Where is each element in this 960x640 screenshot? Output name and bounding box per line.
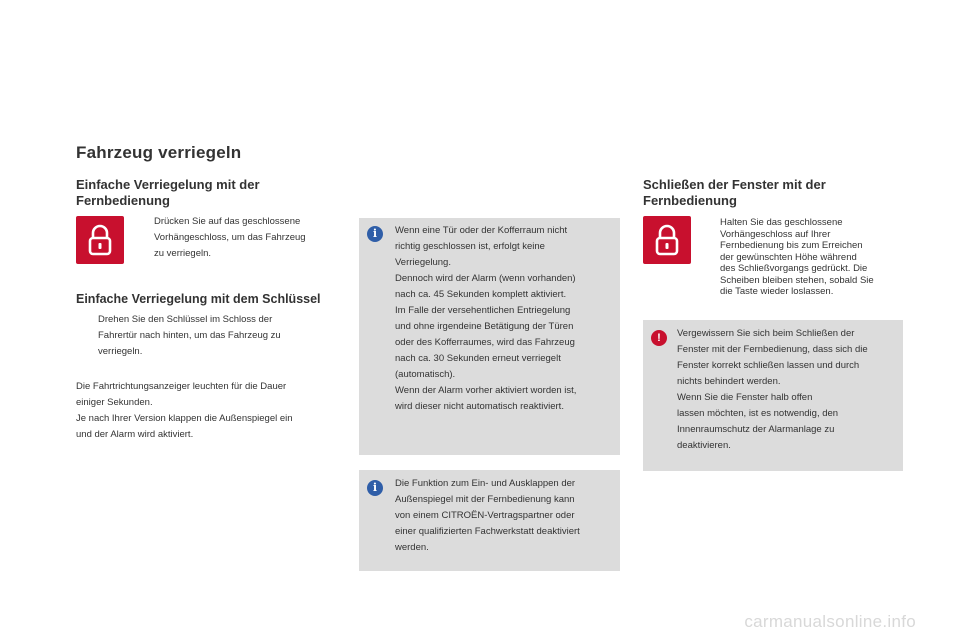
page-title: Fahrzeug verriegeln	[76, 143, 242, 162]
info-panel-locking	[359, 218, 620, 455]
window-close-heading: Schließen der Fenster mit der Fernbedienung	[643, 177, 826, 208]
info-panel-text: Wenn eine Tür oder der Kofferraum nicht richtig geschlossen ist, erfolgt keine Verriegelung. Dennoch wird der Alarm (wenn vorhanden) nach ca. 45 Sekunden komplett aktiviert. Im Falle der versehentlichen Entriegelung und ohne irgendeine Betätigung der Türen oder des Kofferraumes, wird das Fahrzeug nach ca. 30 Sekunden erneut verriegelt (automatisch). Wenn der Alarm vorher aktiviert worden ist, wird dieser nicht automatisch reaktiviert.	[395, 225, 577, 412]
key-lock-note: Die Fahrtrichtungsanzeiger leuchten für die Dauer einiger Sekunden. Je nach Ihrer Version klappen die Außenspiegel ein und der Alarm wird aktiviert.	[76, 381, 293, 440]
warning-panel-text: Vergewissern Sie sich beim Schließen der Fenster mit der Fernbedienung, dass sich die Fenster korrekt schließen lassen und durch nichts behindert werden. Wenn Sie die Fenster halb offen lassen möchten, ist es notwendig, den Innenraumschutz der Alarmanlage zu deaktivieren.	[677, 328, 868, 451]
window-close-step: Halten Sie das geschlossene Vorhängeschloss auf Ihrer Fernbedienung bis zum Erreichen der gewünschten Höhe während des Schließvorgangs gedrückt. Die Scheiben bleiben stehen, sobald Sie die Taste wieder loslassen.	[720, 217, 874, 297]
warning-panel-windows	[643, 320, 903, 471]
padlock-icon	[654, 224, 680, 256]
remote-lock-step: Drücken Sie auf das geschlossene Vorhängeschloss, um das Fahrzeug zu verriegeln.	[154, 216, 306, 259]
info-icon: i	[367, 226, 383, 242]
warning-icon: !	[651, 330, 667, 346]
lock-button-icon	[643, 216, 691, 264]
lock-button-icon	[76, 216, 124, 264]
padlock-icon	[87, 224, 113, 256]
key-lock-step: Drehen Sie den Schlüssel im Schloss der Fahrertür nach hinten, um das Fahrzeug zu verriegeln.	[98, 314, 281, 357]
remote-lock-heading: Einfache Verriegelung mit der Fernbedienung	[76, 177, 260, 208]
info-icon: i	[367, 480, 383, 496]
key-lock-heading: Einfache Verriegelung mit dem Schlüssel	[76, 292, 321, 306]
info-panel-text: Die Funktion zum Ein- und Ausklappen der Außenspiegel mit der Fernbedienung kann von einem CITROËN-Vertragspartner oder einer qualifizierten Fachwerkstatt deaktiviert werden.	[395, 478, 580, 553]
info-panel-mirrors	[359, 470, 620, 571]
watermark-text: carmanualsonline.info	[744, 612, 916, 631]
